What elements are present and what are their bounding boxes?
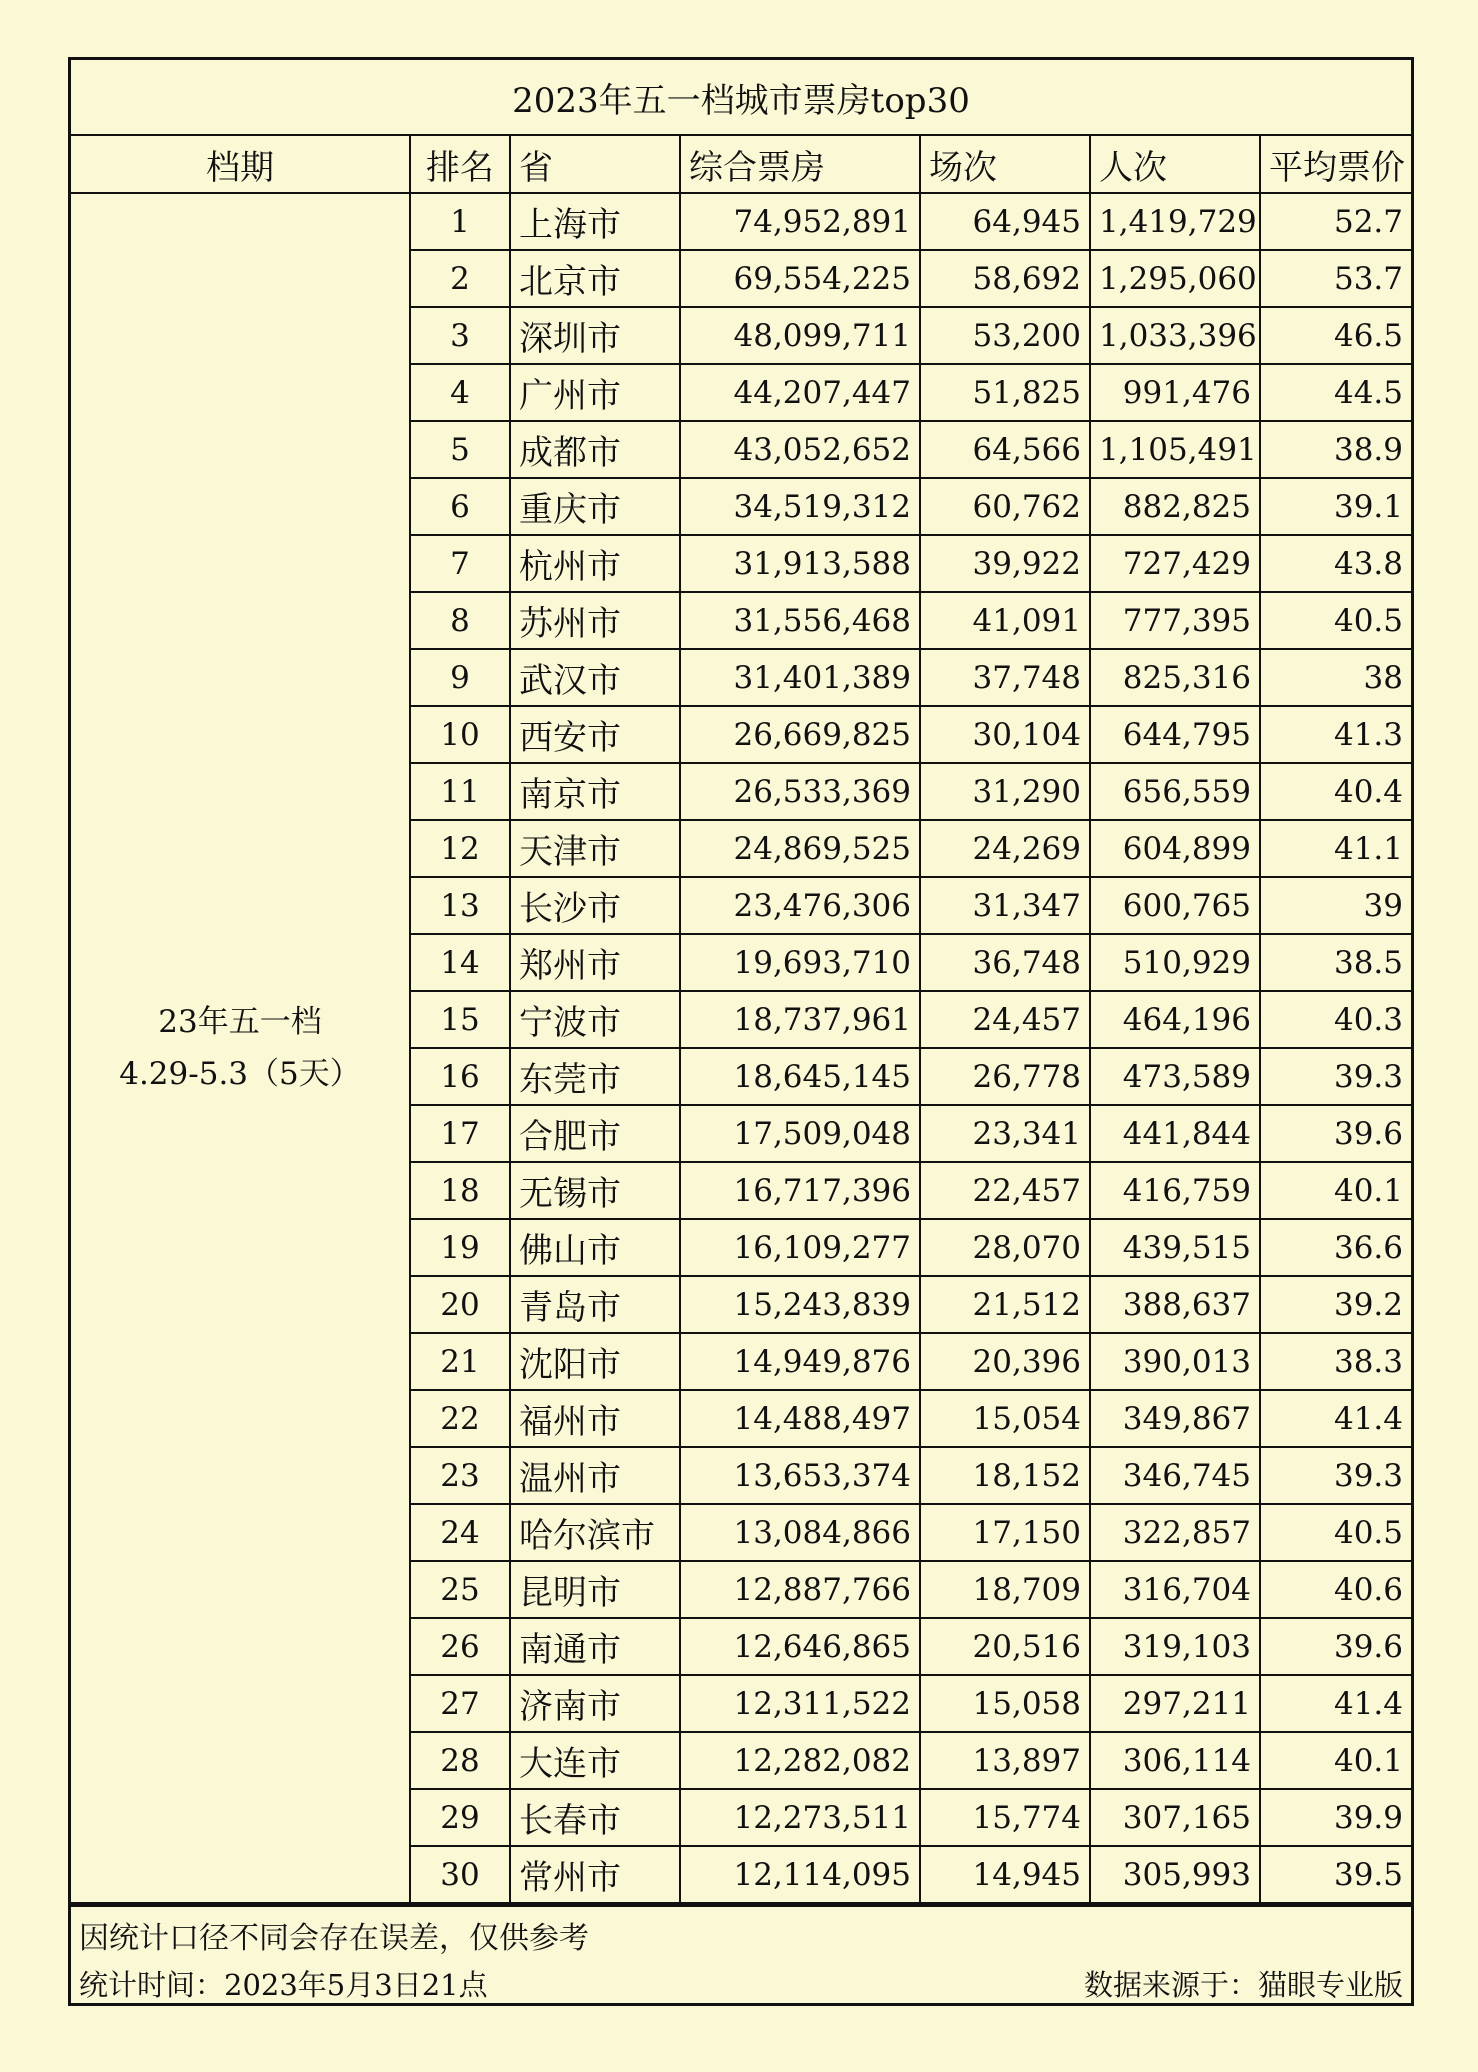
header-avg-price: 平均票价 [1260, 135, 1411, 193]
province-cell: 宁波市 [510, 991, 680, 1048]
header-box-office: 综合票房 [680, 135, 920, 193]
header-rank: 排名 [410, 135, 510, 193]
screenings-cell: 60,762 [920, 478, 1090, 535]
province-cell: 苏州市 [510, 592, 680, 649]
avg-price-cell: 39.6 [1260, 1105, 1411, 1162]
screenings-cell: 13,897 [920, 1732, 1090, 1789]
box-office-cell: 43,052,652 [680, 421, 920, 478]
box-office-cell: 31,556,468 [680, 592, 920, 649]
admissions-cell: 346,745 [1090, 1447, 1260, 1504]
box-office-cell: 12,646,865 [680, 1618, 920, 1675]
screenings-cell: 20,516 [920, 1618, 1090, 1675]
box-office-cell: 24,869,525 [680, 820, 920, 877]
rank-cell: 11 [410, 763, 510, 820]
avg-price-cell: 46.5 [1260, 307, 1411, 364]
box-office-cell: 12,282,082 [680, 1732, 920, 1789]
box-office-cell: 12,273,511 [680, 1789, 920, 1846]
box-office-cell: 13,084,866 [680, 1504, 920, 1561]
box-office-cell: 15,243,839 [680, 1276, 920, 1333]
avg-price-cell: 39.5 [1260, 1846, 1411, 1903]
screenings-cell: 37,748 [920, 649, 1090, 706]
header-row [71, 135, 1411, 193]
screenings-cell: 15,054 [920, 1390, 1090, 1447]
admissions-cell: 441,844 [1090, 1105, 1260, 1162]
admissions-cell: 464,196 [1090, 991, 1260, 1048]
footer-source: 数据来源于：猫眼专业版 [1083, 1968, 1403, 2002]
avg-price-cell: 40.1 [1260, 1732, 1411, 1789]
box-office-cell: 12,311,522 [680, 1675, 920, 1732]
admissions-cell: 1,295,060 [1090, 250, 1260, 307]
avg-price-cell: 40.1 [1260, 1162, 1411, 1219]
province-cell: 西安市 [510, 706, 680, 763]
period-name: 23年五一档 [158, 1004, 322, 1040]
screenings-cell: 64,566 [920, 421, 1090, 478]
province-cell: 温州市 [510, 1447, 680, 1504]
screenings-cell: 20,396 [920, 1333, 1090, 1390]
admissions-cell: 882,825 [1090, 478, 1260, 535]
avg-price-cell: 40.5 [1260, 1504, 1411, 1561]
screenings-cell: 17,150 [920, 1504, 1090, 1561]
box-office-cell: 12,114,095 [680, 1846, 920, 1903]
box-office-cell: 18,645,145 [680, 1048, 920, 1105]
province-cell: 广州市 [510, 364, 680, 421]
admissions-cell: 305,993 [1090, 1846, 1260, 1903]
avg-price-cell: 43.8 [1260, 535, 1411, 592]
province-cell: 长沙市 [510, 877, 680, 934]
avg-price-cell: 41.4 [1260, 1390, 1411, 1447]
rank-cell: 26 [410, 1618, 510, 1675]
province-cell: 常州市 [510, 1846, 680, 1903]
avg-price-cell: 40.6 [1260, 1561, 1411, 1618]
avg-price-cell: 39.3 [1260, 1447, 1411, 1504]
box-office-cell: 23,476,306 [680, 877, 920, 934]
province-cell: 深圳市 [510, 307, 680, 364]
admissions-cell: 991,476 [1090, 364, 1260, 421]
screenings-cell: 21,512 [920, 1276, 1090, 1333]
avg-price-cell: 41.3 [1260, 706, 1411, 763]
screenings-cell: 28,070 [920, 1219, 1090, 1276]
admissions-cell: 388,637 [1090, 1276, 1260, 1333]
province-cell: 昆明市 [510, 1561, 680, 1618]
province-cell: 济南市 [510, 1675, 680, 1732]
screenings-cell: 39,922 [920, 535, 1090, 592]
screenings-cell: 18,709 [920, 1561, 1090, 1618]
screenings-cell: 23,341 [920, 1105, 1090, 1162]
avg-price-cell: 38.3 [1260, 1333, 1411, 1390]
avg-price-cell: 39.2 [1260, 1276, 1411, 1333]
box-office-cell: 26,669,825 [680, 706, 920, 763]
admissions-cell: 656,559 [1090, 763, 1260, 820]
rank-cell: 23 [410, 1447, 510, 1504]
rank-cell: 12 [410, 820, 510, 877]
avg-price-cell: 39.9 [1260, 1789, 1411, 1846]
screenings-cell: 14,945 [920, 1846, 1090, 1903]
province-cell: 上海市 [510, 193, 680, 250]
rank-cell: 20 [410, 1276, 510, 1333]
rank-cell: 15 [410, 991, 510, 1048]
rank-cell: 17 [410, 1105, 510, 1162]
avg-price-cell: 39.1 [1260, 478, 1411, 535]
box-office-cell: 17,509,048 [680, 1105, 920, 1162]
province-cell: 天津市 [510, 820, 680, 877]
rank-cell: 13 [410, 877, 510, 934]
box-office-cell: 16,109,277 [680, 1219, 920, 1276]
screenings-cell: 24,269 [920, 820, 1090, 877]
province-cell: 沈阳市 [510, 1333, 680, 1390]
screenings-cell: 36,748 [920, 934, 1090, 991]
box-office-cell: 16,717,396 [680, 1162, 920, 1219]
rank-cell: 2 [410, 250, 510, 307]
province-cell: 杭州市 [510, 535, 680, 592]
screenings-cell: 64,945 [920, 193, 1090, 250]
avg-price-cell: 40.4 [1260, 763, 1411, 820]
header-admissions: 人次 [1090, 135, 1260, 193]
box-office-cell: 18,737,961 [680, 991, 920, 1048]
rank-cell: 5 [410, 421, 510, 478]
screenings-cell: 53,200 [920, 307, 1090, 364]
admissions-cell: 439,515 [1090, 1219, 1260, 1276]
rank-cell: 4 [410, 364, 510, 421]
rank-cell: 6 [410, 478, 510, 535]
table-title: 2023年五一档城市票房top30 [71, 60, 1411, 135]
screenings-cell: 31,347 [920, 877, 1090, 934]
box-office-cell: 14,949,876 [680, 1333, 920, 1390]
province-cell: 佛山市 [510, 1219, 680, 1276]
rank-cell: 18 [410, 1162, 510, 1219]
admissions-cell: 416,759 [1090, 1162, 1260, 1219]
box-office-cell: 69,554,225 [680, 250, 920, 307]
province-cell: 南通市 [510, 1618, 680, 1675]
rank-cell: 21 [410, 1333, 510, 1390]
box-office-cell: 26,533,369 [680, 763, 920, 820]
screenings-cell: 24,457 [920, 991, 1090, 1048]
rank-cell: 10 [410, 706, 510, 763]
avg-price-cell: 38.5 [1260, 934, 1411, 991]
province-cell: 东莞市 [510, 1048, 680, 1105]
admissions-cell: 644,795 [1090, 706, 1260, 763]
table-footer [71, 1904, 1411, 2003]
header-period: 档期 [71, 135, 410, 193]
rank-cell: 1 [410, 193, 510, 250]
avg-price-cell: 53.7 [1260, 250, 1411, 307]
box-office-cell: 74,952,891 [680, 193, 920, 250]
rank-cell: 14 [410, 934, 510, 991]
footer-stat-time: 统计时间：2023年5月3日21点 [79, 1968, 488, 2002]
admissions-cell: 297,211 [1090, 1675, 1260, 1732]
box-office-table [71, 60, 1411, 1904]
admissions-cell: 1,419,729 [1090, 193, 1260, 250]
rank-cell: 25 [410, 1561, 510, 1618]
avg-price-cell: 52.7 [1260, 193, 1411, 250]
table-row [71, 193, 1411, 250]
header-province: 省 [510, 135, 680, 193]
box-office-cell: 31,401,389 [680, 649, 920, 706]
screenings-cell: 26,778 [920, 1048, 1090, 1105]
rank-cell: 19 [410, 1219, 510, 1276]
admissions-cell: 600,765 [1090, 877, 1260, 934]
screenings-cell: 41,091 [920, 592, 1090, 649]
box-office-cell: 19,693,710 [680, 934, 920, 991]
box-office-cell: 12,887,766 [680, 1561, 920, 1618]
avg-price-cell: 41.1 [1260, 820, 1411, 877]
province-cell: 北京市 [510, 250, 680, 307]
screenings-cell: 51,825 [920, 364, 1090, 421]
avg-price-cell: 36.6 [1260, 1219, 1411, 1276]
avg-price-cell: 39 [1260, 877, 1411, 934]
footer-note: 因统计口径不同会存在误差，仅供参考 [79, 1921, 589, 1956]
box-office-cell: 13,653,374 [680, 1447, 920, 1504]
rank-cell: 3 [410, 307, 510, 364]
province-cell: 重庆市 [510, 478, 680, 535]
box-office-cell: 14,488,497 [680, 1390, 920, 1447]
box-office-cell: 48,099,711 [680, 307, 920, 364]
province-cell: 合肥市 [510, 1105, 680, 1162]
admissions-cell: 316,704 [1090, 1561, 1260, 1618]
avg-price-cell: 38.9 [1260, 421, 1411, 478]
avg-price-cell: 39.3 [1260, 1048, 1411, 1105]
province-cell: 南京市 [510, 763, 680, 820]
box-office-cell: 44,207,447 [680, 364, 920, 421]
admissions-cell: 473,589 [1090, 1048, 1260, 1105]
rank-cell: 8 [410, 592, 510, 649]
province-cell: 大连市 [510, 1732, 680, 1789]
box-office-cell: 31,913,588 [680, 535, 920, 592]
avg-price-cell: 40.3 [1260, 991, 1411, 1048]
admissions-cell: 349,867 [1090, 1390, 1260, 1447]
admissions-cell: 319,103 [1090, 1618, 1260, 1675]
rank-cell: 24 [410, 1504, 510, 1561]
admissions-cell: 1,105,491 [1090, 421, 1260, 478]
province-cell: 福州市 [510, 1390, 680, 1447]
period-cell [71, 193, 410, 1903]
admissions-cell: 1,033,396 [1090, 307, 1260, 364]
province-cell: 无锡市 [510, 1162, 680, 1219]
screenings-cell: 30,104 [920, 706, 1090, 763]
screenings-cell: 18,152 [920, 1447, 1090, 1504]
province-cell: 武汉市 [510, 649, 680, 706]
screenings-cell: 31,290 [920, 763, 1090, 820]
admissions-cell: 390,013 [1090, 1333, 1260, 1390]
rank-cell: 16 [410, 1048, 510, 1105]
province-cell: 青岛市 [510, 1276, 680, 1333]
box-office-cell: 34,519,312 [680, 478, 920, 535]
period-dates: 4.29-5.3（5天） [119, 1056, 361, 1092]
screenings-cell: 22,457 [920, 1162, 1090, 1219]
screenings-cell: 58,692 [920, 250, 1090, 307]
rank-cell: 28 [410, 1732, 510, 1789]
admissions-cell: 306,114 [1090, 1732, 1260, 1789]
rank-cell: 9 [410, 649, 510, 706]
avg-price-cell: 38 [1260, 649, 1411, 706]
screenings-cell: 15,058 [920, 1675, 1090, 1732]
rank-cell: 7 [410, 535, 510, 592]
rank-cell: 27 [410, 1675, 510, 1732]
province-cell: 成都市 [510, 421, 680, 478]
admissions-cell: 825,316 [1090, 649, 1260, 706]
avg-price-cell: 41.4 [1260, 1675, 1411, 1732]
province-cell: 长春市 [510, 1789, 680, 1846]
admissions-cell: 307,165 [1090, 1789, 1260, 1846]
avg-price-cell: 40.5 [1260, 592, 1411, 649]
avg-price-cell: 44.5 [1260, 364, 1411, 421]
rank-cell: 30 [410, 1846, 510, 1903]
avg-price-cell: 39.6 [1260, 1618, 1411, 1675]
admissions-cell: 510,929 [1090, 934, 1260, 991]
province-cell: 哈尔滨市 [510, 1504, 680, 1561]
admissions-cell: 727,429 [1090, 535, 1260, 592]
rank-cell: 29 [410, 1789, 510, 1846]
admissions-cell: 604,899 [1090, 820, 1260, 877]
header-screenings: 场次 [920, 135, 1090, 193]
screenings-cell: 15,774 [920, 1789, 1090, 1846]
box-office-table-frame [68, 57, 1414, 2006]
rank-cell: 22 [410, 1390, 510, 1447]
province-cell: 郑州市 [510, 934, 680, 991]
admissions-cell: 777,395 [1090, 592, 1260, 649]
admissions-cell: 322,857 [1090, 1504, 1260, 1561]
